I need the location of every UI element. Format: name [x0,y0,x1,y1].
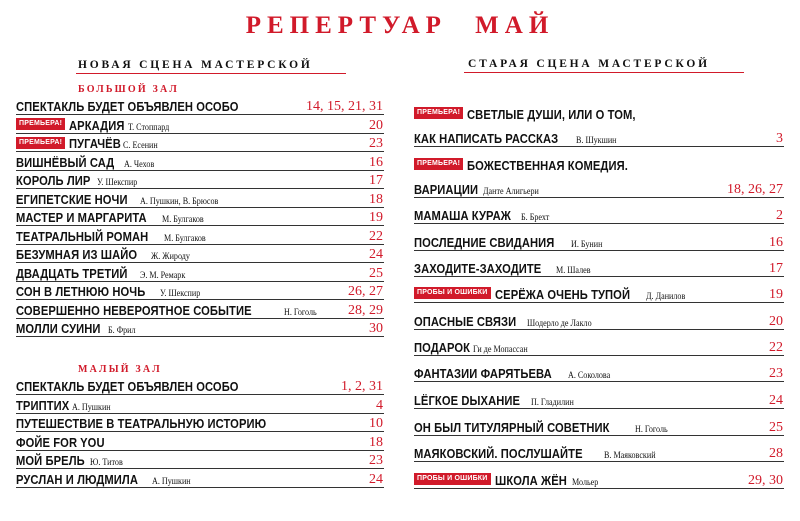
trials-badge: ПРОБЫ И ОШИБКИ [414,287,491,299]
play-author: У. Шекспир [96,177,137,187]
play-author: Т. Стоппард [127,121,169,132]
play-title: ДВАДЦАТЬ ТРЕТИЙ [16,265,128,281]
repertoire-row [414,310,784,330]
play-title: ОН БЫЛ ТИТУЛЯРНЫЙ СОВЕТНИК [414,420,610,435]
play-title: ТРИПТИХ [16,397,70,413]
play-dates: 23 [769,366,783,381]
play-author: А. Пушкин, В. Брюсов [139,195,219,206]
play-author: Ж. Жироду [150,251,190,261]
play-author: М. Булгаков [161,214,204,224]
play-author: А. Пушкин [151,475,191,486]
play-title: ФОЙЕ FOR YOU [16,434,105,450]
play-title: СПЕКТАКЛЬ БУДЕТ ОБЪЯВЛЕН ОСОБО [16,379,239,394]
play-title: РУСЛАН И ЛЮДМИЛА [16,471,139,487]
play-author: М. Шалев [556,265,591,275]
play-title: БОЖЕСТВЕННАЯ КОМЕДИЯ. [467,158,629,173]
repertoire-row [414,336,784,356]
play-title: LЁГКОЕ DЫХАНИЕ [414,393,521,408]
small-hall-title: МАЛЫЙ ЗАЛ [78,364,162,375]
repertoire-row [16,245,384,263]
old-stage-underline [464,72,744,73]
page-title [0,12,800,40]
premiere-badge: ПРЕМЬЕРА! [16,118,65,130]
play-author: Э. М. Ремарк [139,269,185,280]
play-dates: 10 [369,416,383,431]
play-author: М. Булгаков [163,232,206,243]
repertoire-row [414,178,784,198]
play-title: ШКОЛА ЖЁН [494,473,567,488]
play-title: ФАНТАЗИИ ФАРЯТЬЕВА [414,366,552,381]
repertoire-row [16,414,384,432]
premiere-badge: ПРЕМЬЕРА! [414,158,463,170]
play-dates: 20 [769,314,783,329]
repertoire-row [16,134,384,152]
new-stage-underline [76,73,346,74]
play-author: А. Пушкин [71,401,111,412]
play-author: Ги де Мопассан [473,344,528,354]
play-title: МОЛЛИ СУИНИ [16,321,101,336]
repertoire-row [16,153,384,171]
play-dates: 30 [369,321,383,336]
play-dates: 28 [769,446,783,461]
repertoire-row [16,301,384,319]
big-hall-title: БОЛЬШОЙ ЗАЛ [78,84,180,95]
repertoire-row [16,264,384,282]
play-title: МОЙ БРЕЛЬ [16,453,85,468]
play-title: ПОСЛЕДНИЕ СВИДАНИЯ [414,235,555,250]
play-author: Мольер [572,477,599,487]
play-title: МАСТЕР И МАРГАРИТА [16,210,147,225]
repertoire-row [414,257,784,277]
play-author: С. Есенин [123,140,159,150]
repertoire-row [414,283,784,303]
play-title: КАК НАПИСАТЬ РАССКАЗ [414,131,559,146]
play-author: А. Соколова [568,370,611,380]
play-dates: 28, 29 [348,302,383,318]
play-dates: 18, 26, 27 [727,182,783,197]
repertoire-row [414,154,784,173]
play-dates: 23 [369,453,383,468]
play-title: ТЕАТРАЛЬНЫЙ РОМАН [16,228,149,244]
play-dates: 26, 27 [348,284,383,299]
play-title: ПУТЕШЕСТВИЕ В ТЕАТРАЛЬНУЮ ИСТОРИЮ [16,416,267,431]
play-dates: 16 [769,235,783,250]
play-dates: 25 [769,420,783,435]
play-author: Н. Гоголь [283,306,317,317]
repertoire-row [16,171,384,189]
play-title: ОПАСНЫЕ СВЯЗИ [414,314,517,329]
play-title: СВЕТЛЫЕ ДУШИ, ИЛИ О ТОМ, [467,107,636,122]
repertoire-row [414,231,784,251]
premiere-badge: ПРЕМЬЕРА! [16,137,65,149]
repertoire-row [414,204,784,224]
repertoire-row [414,469,784,489]
repertoire-row [414,416,784,436]
play-title: МАМАША КУРАЖ [414,208,511,223]
play-dates: 20 [369,117,383,133]
play-author: П. Гладилин [531,397,575,407]
repertoire-row [414,127,784,147]
title-word-month: МАЙ [475,12,555,39]
play-title: ПУГАЧЁВ [69,136,122,151]
trials-badge: ПРОБЫ И ОШИБКИ [414,473,491,485]
play-dates: 17 [769,261,783,276]
play-title: СОН В ЛЕТНЮЮ НОЧЬ [16,284,146,299]
play-dates: 22 [769,340,783,355]
play-title: ПОДАРОК [414,340,471,355]
play-dates: 16 [369,154,383,170]
repertoire-row [16,377,384,395]
play-title: ВИШНЁВЫЙ САД [16,154,115,170]
repertoire-row [16,451,384,469]
repertoire-row [16,208,384,226]
play-author: Б. Фрил [108,325,136,335]
repertoire-row [16,227,384,245]
play-author: Ю. Титов [89,457,123,467]
play-author: А. Чехов [124,158,155,169]
play-author: У. Шекспир [160,288,201,298]
old-stage-title: СТАРАЯ СЦЕНА МАСТЕРСКОЙ [468,58,710,70]
new-stage-title: НОВАЯ СЦЕНА МАСТЕРСКОЙ [78,59,313,71]
repertoire-row [414,389,784,409]
repertoire-row [16,116,384,134]
play-dates: 24 [769,393,783,408]
play-title: КОРОЛЬ ЛИР [16,173,91,188]
play-author: Шодерло де Лакло [526,318,592,328]
play-title: СЕРЁЖА ОЧЕНЬ ТУПОЙ [494,287,630,302]
repertoire-row [16,470,384,488]
play-dates: 1, 2, 31 [341,379,383,394]
play-dates: 29, 30 [748,473,783,488]
play-dates: 18 [369,191,383,207]
play-dates: 2 [776,208,783,223]
play-dates: 17 [369,173,383,188]
play-dates: 19 [369,210,383,225]
play-title: СОВЕРШЕННО НЕВЕРОЯТНОЕ СОБЫТИЕ [16,302,252,318]
repertoire-row [16,282,384,300]
play-author: Н. Гоголь [635,424,669,434]
play-dates: 22 [369,228,383,244]
play-author: Данте Алигьери [482,186,539,196]
repertoire-row [16,190,384,208]
play-dates: 24 [369,247,383,262]
play-title: МАЯКОВСКИЙ. ПОСЛУШАЙТЕ [414,446,583,461]
play-dates: 14, 15, 21, 31 [306,99,383,114]
play-title: СПЕКТАКЛЬ БУДЕТ ОБЪЯВЛЕН ОСОБО [16,99,239,114]
play-dates: 18 [369,434,383,450]
play-title: ВАРИАЦИИ [414,182,479,197]
play-author: В. Маяковский [604,450,656,460]
play-dates: 25 [369,265,383,281]
play-author: Б. Брехт [520,212,549,222]
play-dates: 23 [369,136,383,151]
play-dates: 3 [776,131,783,146]
repertoire-row [414,103,784,122]
repertoire-row [414,362,784,382]
repertoire-row [16,97,384,115]
play-title: АРКАДИЯ [69,117,125,133]
repertoire-row [16,319,384,337]
premiere-badge: ПРЕМЬЕРА! [414,107,463,119]
play-dates: 4 [376,397,383,413]
repertoire-row [16,396,384,414]
title-word-repertoire: РЕПЕРТУАР [245,12,447,39]
play-dates: 19 [769,287,783,302]
play-title: БЕЗУМНАЯ ИЗ ШАЙО [16,247,138,262]
play-author: В. Шукшин [575,135,617,145]
play-author: И. Бунин [571,239,603,249]
play-title: ЗАХОДИТЕ-ЗАХОДИТЕ [414,261,542,276]
repertoire-row [414,442,784,462]
play-author: Д. Данилов [645,291,685,301]
play-title: ЕГИПЕТСКИЕ НОЧИ [16,191,128,207]
repertoire-row [16,433,384,451]
play-dates: 24 [369,471,383,487]
